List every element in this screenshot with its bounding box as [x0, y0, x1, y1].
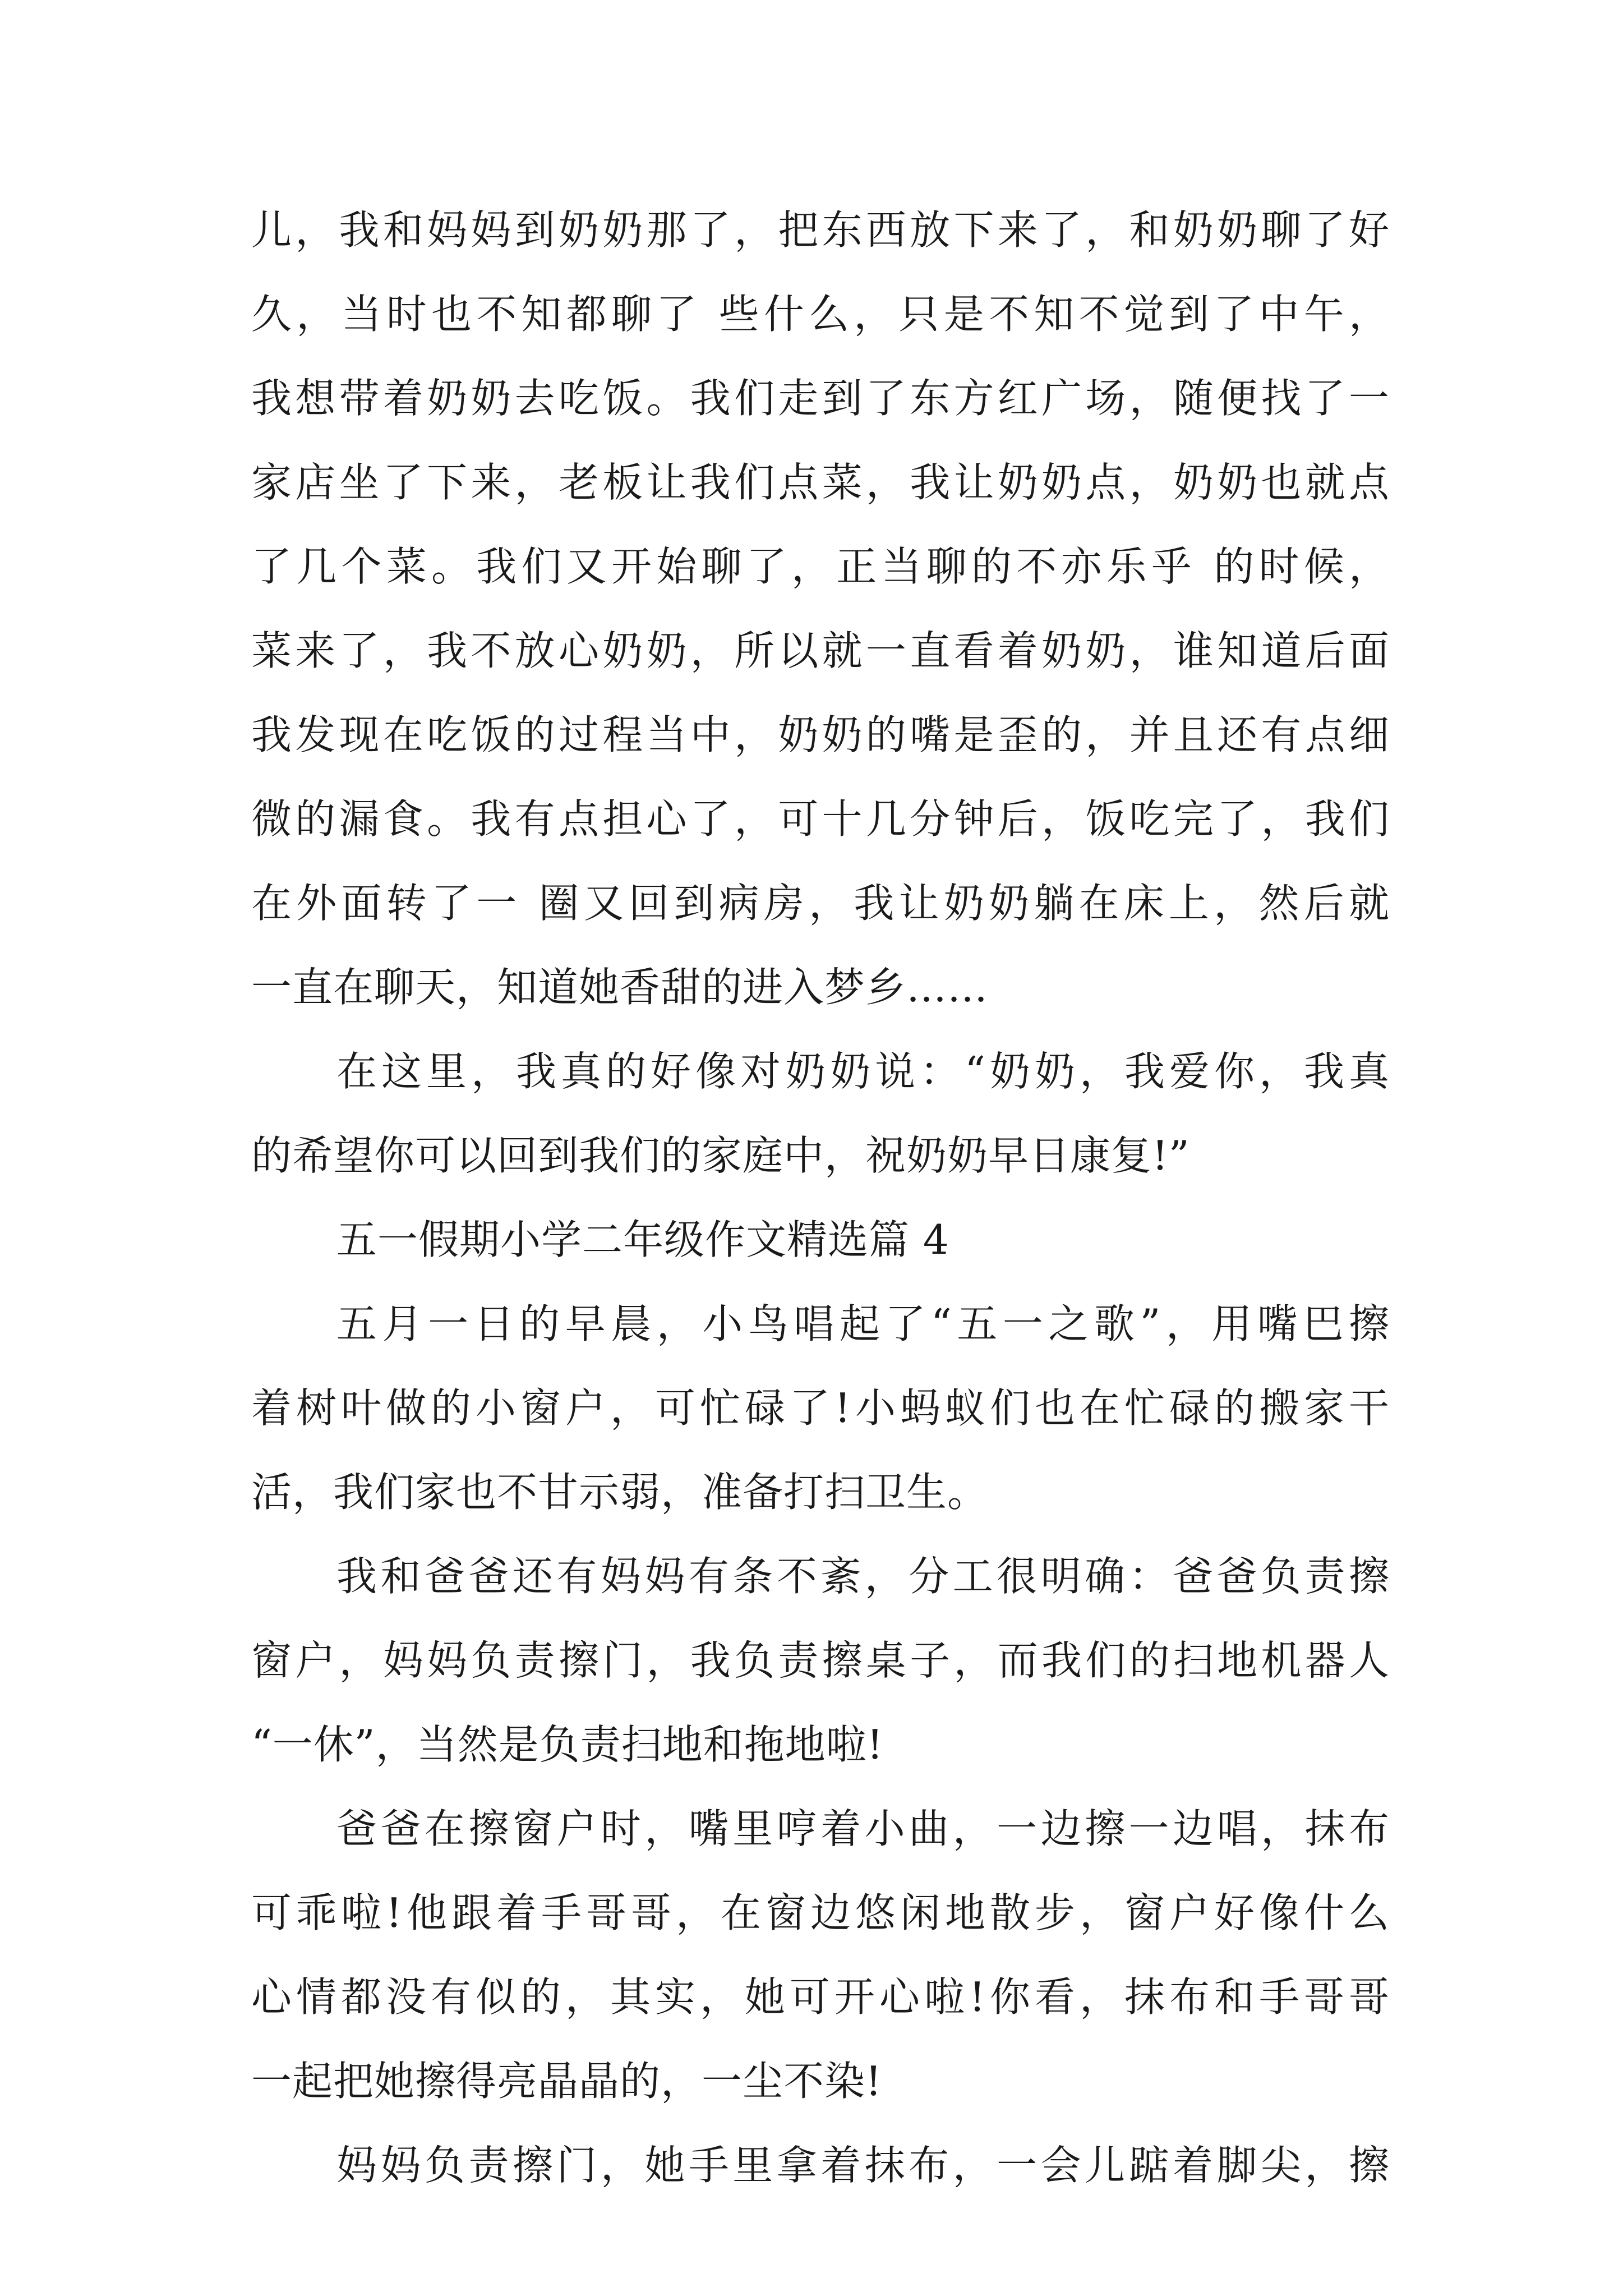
text-line: 一直在聊天，知道她香甜的进入梦乡…… — [251, 964, 989, 1011]
section-heading: 五一假期小学二年级作文精选篇 4 — [336, 1216, 949, 1263]
text-line: 微的漏食。我有点担心了，可十几分钟后，饭吃完了，我们 — [251, 795, 1390, 843]
text-line: 我发现在吃饭的过程当中，奶奶的嘴是歪的，并且还有点细 — [251, 711, 1390, 758]
paragraph-first-line: 五月一日的早晨，小鸟唱起了“五一之歌”，用嘴巴擦 — [336, 1300, 1390, 1347]
paragraph-first-line: 爸爸在擦窗户时，嘴里哼着小曲，一边擦一边唱，抹布 — [336, 1805, 1390, 1852]
text-line: 儿，我和妈妈到奶奶那了，把东西放下来了，和奶奶聊了好 — [251, 206, 1390, 254]
text-line: 菜来了，我不放心奶奶，所以就一直看着奶奶，谁知道后面 — [251, 627, 1390, 674]
text-line: 可乖啦!他跟着手哥哥，在窗边悠闲地散步，窗户好像什么 — [251, 1889, 1390, 1936]
paragraph-first-line: 在这里，我真的好像对奶奶说：“奶奶，我爱你，我真 — [336, 1048, 1390, 1095]
paragraph-first-line: 妈妈负责擦门，她手里拿着抹布，一会儿踮着脚尖，擦 — [336, 2142, 1390, 2189]
text-line: 活，我们家也不甘示弱，准备打扫卫生。 — [251, 1469, 989, 1516]
text-line: 着树叶做的小窗户，可忙碌了!小蚂蚁们也在忙碌的搬家干 — [251, 1384, 1390, 1432]
paragraph-first-line: 我和爸爸还有妈妈有条不紊，分工很明确：爸爸负责擦 — [336, 1553, 1390, 1600]
text-line: 在外面转了一 圈又回到病房，我让奶奶躺在床上，然后就 — [251, 880, 1390, 927]
text-line: 的希望你可以回到我们的家庭中，祝奶奶早日康复!” — [251, 1132, 1190, 1179]
text-line: 一起把她擦得亮晶晶的，一尘不染! — [251, 2058, 882, 2105]
text-line: 久，当时也不知都聊了 些什么，只是不知不觉到了中午， — [251, 291, 1390, 338]
text-line: 家店坐了下来，老板让我们点菜，我让奶奶点，奶奶也就点 — [251, 459, 1390, 506]
text-line: “一休”，当然是负责扫地和拖地啦! — [251, 1721, 884, 1768]
text-line: 我想带着奶奶去吃饭。我们走到了东方红广场，随便找了一 — [251, 375, 1390, 422]
text-line: 心情都没有似的，其实，她可开心啦!你看，抹布和手哥哥 — [251, 1973, 1390, 2021]
text-line: 了几个菜。我们又开始聊了，正当聊的不亦乐乎 的时候， — [251, 543, 1390, 590]
text-line: 窗户，妈妈负责擦门，我负责擦桌子，而我们的扫地机器人 — [251, 1637, 1390, 1684]
